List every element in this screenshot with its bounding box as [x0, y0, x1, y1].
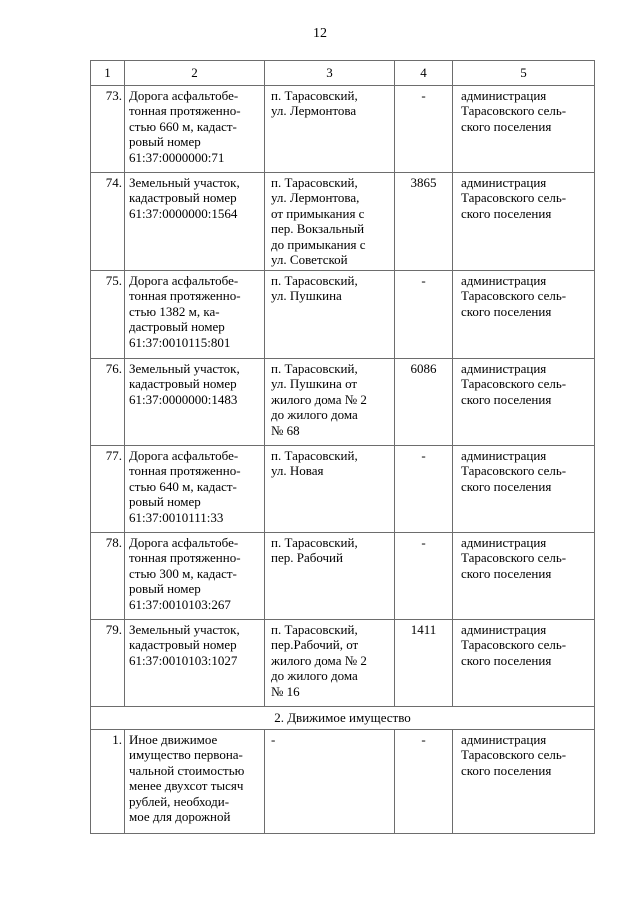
- property-area: 3865: [395, 173, 453, 271]
- property-table: [90, 60, 595, 834]
- property-address: п. Тарасовский, ул. Пушкина: [265, 271, 395, 359]
- property-area: 1411: [395, 620, 453, 707]
- table-row: [91, 730, 595, 834]
- table-row: [91, 620, 595, 707]
- property-area: -: [395, 533, 453, 620]
- property-name: Дорога асфальтобе- тонная протяженно- стью 640 м, кадаст- ровый номер 61:37:0010111:33: [125, 446, 265, 533]
- property-table-body: [91, 61, 595, 834]
- property-name: Дорога асфальтобе- тонная протяженно- стью 1382 м, ка- дастровый номер 61:37:0010115:801: [125, 271, 265, 359]
- row-number: 77.: [91, 446, 125, 533]
- property-name: Иное движимое имущество первона- чальной стоимостью менее двухсот тысяч рублей, необходи- мое для дорожной: [125, 730, 265, 834]
- property-name: Земельный участок, кадастровый номер 61:37:0010103:1027: [125, 620, 265, 707]
- property-address: -: [265, 730, 395, 834]
- property-address: п. Тарасовский, пер. Рабочий: [265, 533, 395, 620]
- table-row: [91, 533, 595, 620]
- property-owner: администрация Тарасовского сель- ского поселения: [453, 359, 595, 446]
- page-number: 12: [313, 26, 327, 41]
- property-name: Дорога асфальтобе- тонная протяженно- стью 660 м, кадаст- ровый номер 61:37:0000000:71: [125, 86, 265, 173]
- property-owner: администрация Тарасовского сель- ского поселения: [453, 730, 595, 834]
- row-number: 79.: [91, 620, 125, 707]
- property-owner: администрация Тарасовского сель- ского поселения: [453, 446, 595, 533]
- row-number: 74.: [91, 173, 125, 271]
- property-name: Земельный участок, кадастровый номер 61:37:0000000:1483: [125, 359, 265, 446]
- section-row: [91, 707, 595, 730]
- row-number: 76.: [91, 359, 125, 446]
- table-row: [91, 359, 595, 446]
- property-area: -: [395, 730, 453, 834]
- property-area: -: [395, 446, 453, 533]
- property-address: п. Тарасовский, ул. Лермонтова, от примыкания с пер. Вокзальный до примыкания с ул. Советской: [265, 173, 395, 271]
- property-owner: администрация Тарасовского сель- ского поселения: [453, 533, 595, 620]
- property-address: п. Тарасовский, ул. Лермонтова: [265, 86, 395, 173]
- table-row: [91, 446, 595, 533]
- property-owner: администрация Тарасовского сель- ского поселения: [453, 620, 595, 707]
- header-cell: 4: [395, 61, 453, 86]
- property-name: Дорога асфальтобе- тонная протяженно- стью 300 м, кадаст- ровый номер 61:37:0010103:267: [125, 533, 265, 620]
- table-row: [91, 173, 595, 271]
- property-name: Земельный участок, кадастровый номер 61:37:0000000:1564: [125, 173, 265, 271]
- table-header-row: [91, 61, 595, 86]
- property-owner: администрация Тарасовского сель- ского поселения: [453, 271, 595, 359]
- section-title: 2. Движимое имущество: [91, 707, 595, 730]
- row-number: 78.: [91, 533, 125, 620]
- header-cell: 5: [453, 61, 595, 86]
- property-owner: администрация Тарасовского сель- ского поселения: [453, 173, 595, 271]
- property-address: п. Тарасовский, ул. Новая: [265, 446, 395, 533]
- property-area: -: [395, 86, 453, 173]
- property-owner: администрация Тарасовского сель- ского поселения: [453, 86, 595, 173]
- property-area: -: [395, 271, 453, 359]
- row-number: 73.: [91, 86, 125, 173]
- table-row: [91, 271, 595, 359]
- header-cell: 1: [91, 61, 125, 86]
- property-address: п. Тарасовский, ул. Пушкина от жилого дома № 2 до жилого дома № 68: [265, 359, 395, 446]
- row-number: 75.: [91, 271, 125, 359]
- row-number: 1.: [91, 730, 125, 834]
- header-cell: 3: [265, 61, 395, 86]
- property-address: п. Тарасовский, пер.Рабочий, от жилого дома № 2 до жилого дома № 16: [265, 620, 395, 707]
- header-cell: 2: [125, 61, 265, 86]
- property-area: 6086: [395, 359, 453, 446]
- table-row: [91, 86, 595, 173]
